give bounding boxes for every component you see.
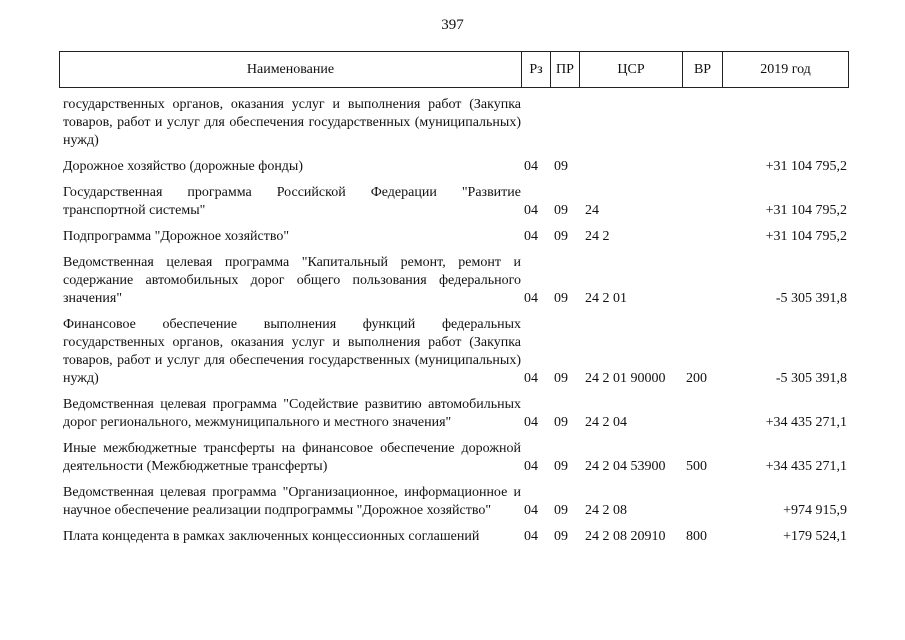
page-number: 397 bbox=[441, 17, 464, 33]
table-row bbox=[0, 528, 905, 546]
header-year: 2019 год bbox=[760, 61, 811, 77]
row-amount: +31 104 795,2 bbox=[765, 159, 847, 174]
row-pr: 09 bbox=[554, 529, 568, 544]
row-csr: 24 2 08 20910 bbox=[585, 529, 666, 544]
row-rz: 04 bbox=[524, 415, 538, 430]
row-rz: 04 bbox=[524, 459, 538, 474]
row-csr: 24 2 04 bbox=[585, 415, 627, 430]
row-csr: 24 2 01 bbox=[585, 291, 627, 306]
row-vr: 200 bbox=[686, 371, 707, 386]
row-amount: -5 305 391,8 bbox=[775, 371, 847, 386]
row-rz: 04 bbox=[524, 159, 538, 174]
row-pr: 09 bbox=[554, 459, 568, 474]
row-rz: 04 bbox=[524, 203, 538, 218]
row-name: Финансовое обеспечение выполнения функций федеральных государственных органов, оказания услуг и выполнения работ (Закупка товаров, работ и услуг для обеспечения государственных (муниципальных) нужд) bbox=[63, 317, 521, 386]
row-name: Дорожное хозяйство (дорожные фонды) bbox=[63, 159, 304, 174]
row-name: Подпрограмма "Дорожное хозяйство" bbox=[63, 229, 290, 244]
row-pr: 09 bbox=[554, 371, 568, 386]
row-vr: 800 bbox=[686, 529, 707, 544]
table-row bbox=[0, 158, 905, 176]
row-pr: 09 bbox=[554, 291, 568, 306]
row-amount: +31 104 795,2 bbox=[765, 203, 847, 218]
row-pr: 09 bbox=[554, 203, 568, 218]
row-rz: 04 bbox=[524, 503, 538, 518]
row-pr: 09 bbox=[554, 229, 568, 244]
table-row bbox=[0, 440, 905, 476]
row-vr: 500 bbox=[686, 459, 707, 474]
header-vr: ВР bbox=[683, 52, 723, 87]
table-body bbox=[0, 96, 905, 554]
row-amount: +34 435 271,1 bbox=[765, 415, 847, 430]
row-name: Ведомственная целевая программа "Содействие развитию автомобильных дорог регионального, межмуниципального и местного значения" bbox=[63, 397, 521, 430]
header-csr: ЦСР bbox=[580, 52, 683, 87]
row-csr: 24 bbox=[585, 203, 599, 218]
row-amount: +34 435 271,1 bbox=[765, 459, 847, 474]
row-csr: 24 2 08 bbox=[585, 503, 627, 518]
table-row bbox=[0, 484, 905, 520]
row-amount: +179 524,1 bbox=[783, 529, 847, 544]
row-rz: 04 bbox=[524, 371, 538, 386]
row-pr: 09 bbox=[554, 503, 568, 518]
row-rz: 04 bbox=[524, 229, 538, 244]
row-amount: +974 915,9 bbox=[783, 503, 847, 518]
row-name: государственных органов, оказания услуг и выполнения работ (Закупка товаров, работ и услуг для обеспечения государственных (муниципальных) нужд) bbox=[63, 97, 521, 148]
row-rz: 04 bbox=[524, 529, 538, 544]
row-name: Ведомственная целевая программа "Организационное, информационное и научное обеспечение реализации подпрограммы "Дорожное хозяйство" bbox=[63, 485, 521, 518]
table-row bbox=[0, 396, 905, 432]
row-name: Иные межбюджетные трансферты на финансовое обеспечение дорожной деятельности (Межбюджетные трансферты) bbox=[63, 441, 521, 474]
row-rz: 04 bbox=[524, 291, 538, 306]
table-row bbox=[0, 184, 905, 220]
row-name: Ведомственная целевая программа "Капитальный ремонт, ремонт и содержание автомобильных дорог общего пользования федерального значения" bbox=[63, 255, 521, 306]
table-row bbox=[0, 254, 905, 308]
table-header bbox=[59, 51, 849, 88]
table-row bbox=[0, 96, 905, 150]
row-pr: 09 bbox=[554, 159, 568, 174]
row-amount: -5 305 391,8 bbox=[775, 291, 847, 306]
table-row bbox=[0, 316, 905, 388]
header-name: Наименование bbox=[60, 52, 522, 87]
row-csr: 24 2 04 53900 bbox=[585, 459, 666, 474]
row-amount: +31 104 795,2 bbox=[765, 229, 847, 244]
row-name: Государственная программа Российской Федерации "Развитие транспортной системы" bbox=[63, 185, 521, 218]
header-pr: ПР bbox=[551, 52, 580, 87]
row-csr: 24 2 01 90000 bbox=[585, 371, 666, 386]
row-name: Плата концедента в рамках заключенных концессионных соглашений bbox=[63, 529, 480, 544]
table-row bbox=[0, 228, 905, 246]
header-rz: Рз bbox=[522, 52, 551, 87]
row-csr: 24 2 bbox=[585, 229, 610, 244]
row-pr: 09 bbox=[554, 415, 568, 430]
